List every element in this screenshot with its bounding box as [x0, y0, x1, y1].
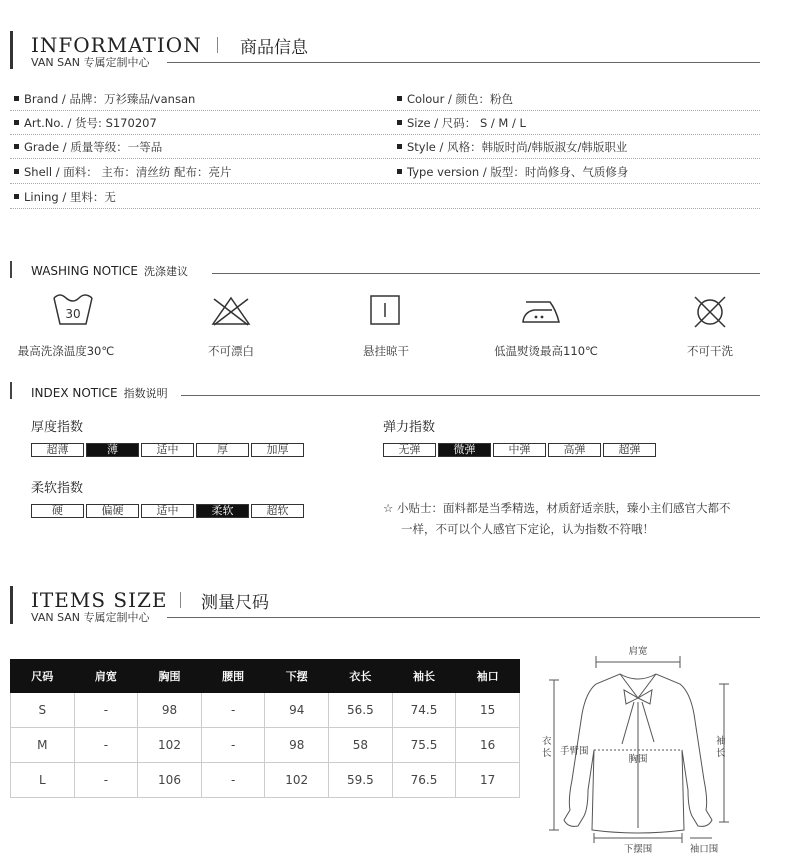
no-dry-clean-icon — [692, 295, 728, 329]
elasticity-option: 高弹 — [548, 443, 601, 457]
table-cell: 74.5 — [392, 693, 456, 728]
diagram-shoulder: 肩宽 — [628, 646, 648, 657]
table-cell: 75.5 — [392, 728, 456, 763]
elasticity-title: 弹力指数 — [383, 420, 436, 435]
softness-option: 柔软 — [196, 504, 249, 518]
thickness-option: 厚 — [196, 443, 249, 457]
table-row — [11, 728, 520, 763]
table-cell: 17 — [456, 763, 520, 798]
info-brand: Brand / 品牌：万衫臻品/vansan — [14, 91, 195, 107]
info-colour: Colour / 颜色：粉色 — [397, 91, 513, 107]
col-header: 衣长 — [329, 660, 393, 693]
wash-label-4: 低温熨烫最高110℃ — [494, 344, 598, 358]
table-cell: 16 — [456, 728, 520, 763]
table-row — [11, 763, 520, 798]
measurement-diagram — [538, 640, 758, 858]
softness-option: 适中 — [141, 504, 194, 518]
table-cell: 102 — [265, 763, 329, 798]
info-header-line — [167, 62, 760, 63]
iron-low-icon — [520, 296, 562, 326]
wash-label-2: 不可漂白 — [208, 344, 254, 358]
elasticity-option: 中弹 — [493, 443, 546, 457]
tip-line-1: ☆ 小贴士：面料都是当季精选，材质舒适亲肤，臻小主们感官大都不 — [383, 501, 731, 515]
elasticity-option: 超弹 — [603, 443, 656, 457]
table-cell: 94 — [265, 693, 329, 728]
elasticity-scale — [383, 443, 656, 457]
table-cell: 15 — [456, 693, 520, 728]
index-header-line — [181, 395, 760, 396]
size-title-en: ITEMS SIZE — [31, 588, 168, 612]
table-cell: - — [201, 728, 265, 763]
thickness-option: 超薄 — [31, 443, 84, 457]
table-cell: - — [74, 693, 138, 728]
info-size: Size / 尺码： S / M / L — [397, 115, 526, 131]
size-table — [10, 659, 520, 798]
info-grade: Grade / 质量等级：一等品 — [14, 139, 162, 155]
col-header: 胸围 — [138, 660, 202, 693]
diagram-cuff: 袖口围 — [689, 844, 719, 855]
tip-line-2: 一样，不可以个人感官下定论，认为指数不符哦！ — [401, 522, 654, 536]
diagram-sleeve-2: 长 — [716, 748, 726, 759]
info-artno: Art.No. / 货号: S170207 — [14, 115, 157, 131]
info-style: Style / 风格：韩版时尚/韩版淑女/韩版职业 — [397, 139, 627, 155]
info-header-bar — [10, 31, 13, 69]
info-lining: Lining / 里料：无 — [14, 189, 116, 205]
col-header: 尺码 — [11, 660, 75, 693]
washing-header-bar — [10, 261, 12, 278]
info-divider — [10, 183, 760, 184]
info-shell: Shell / 面料： 主布：清丝纺 配布：亮片 — [14, 164, 232, 180]
size-header-line — [167, 617, 760, 618]
index-tip — [383, 498, 730, 540]
thickness-option: 加厚 — [251, 443, 304, 457]
col-header: 肩宽 — [74, 660, 138, 693]
table-cell: 98 — [138, 693, 202, 728]
info-title-cn: 商品信息 — [240, 38, 308, 58]
diagram-hem: 下摆围 — [623, 844, 653, 855]
table-cell: 102 — [138, 728, 202, 763]
info-divider — [10, 208, 760, 209]
hang-dry-icon — [369, 294, 401, 326]
table-cell: M — [11, 728, 75, 763]
softness-option: 偏硬 — [86, 504, 139, 518]
size-header-bar — [10, 586, 13, 624]
index-title: INDEX NOTICE 指数说明 — [31, 386, 168, 400]
col-header: 袖口 — [456, 660, 520, 693]
table-cell: L — [11, 763, 75, 798]
washing-title: WASHING NOTICE 洗涤建议 — [31, 264, 188, 278]
diagram-length-2: 长 — [542, 748, 552, 759]
size-subtitle: VAN SAN 专属定制中心 — [31, 611, 150, 624]
elasticity-option: 微弹 — [438, 443, 491, 457]
wash-label-5: 不可干洗 — [687, 344, 733, 358]
info-title-separator — [217, 37, 218, 53]
info-type: Type version / 版型：时尚修身、气质修身 — [397, 164, 628, 180]
thickness-title: 厚度指数 — [31, 420, 84, 435]
table-cell: - — [74, 763, 138, 798]
table-cell: 98 — [265, 728, 329, 763]
size-title-separator — [180, 592, 181, 608]
table-cell: 76.5 — [392, 763, 456, 798]
softness-option: 硬 — [31, 504, 84, 518]
table-cell: - — [201, 763, 265, 798]
info-subtitle: VAN SAN 专属定制中心 — [31, 56, 150, 69]
wash-label-3: 悬挂晾干 — [363, 344, 409, 358]
thickness-option: 薄 — [86, 443, 139, 457]
table-cell: 106 — [138, 763, 202, 798]
info-title-en: INFORMATION — [31, 33, 202, 57]
table-cell: 58 — [329, 728, 393, 763]
thickness-option: 适中 — [141, 443, 194, 457]
diagram-chest: 胸围 — [628, 754, 648, 765]
softness-scale — [31, 504, 304, 518]
info-divider — [10, 134, 760, 135]
table-cell: 59.5 — [329, 763, 393, 798]
washing-header-line — [212, 273, 760, 274]
diagram-arm: 手臂围 — [560, 746, 589, 757]
table-cell: - — [201, 693, 265, 728]
wash-30-icon — [51, 292, 95, 328]
table-cell: 56.5 — [329, 693, 393, 728]
table-cell: S — [11, 693, 75, 728]
col-header: 下摆 — [265, 660, 329, 693]
wash-label-1: 最高洗涤温度30℃ — [17, 344, 115, 358]
size-table-header — [11, 660, 520, 693]
col-header: 袖长 — [392, 660, 456, 693]
info-divider — [10, 110, 760, 111]
softness-title: 柔软指数 — [31, 481, 84, 496]
table-row — [11, 693, 520, 728]
col-header: 腰围 — [201, 660, 265, 693]
elasticity-option: 无弹 — [383, 443, 436, 457]
index-header-bar — [10, 382, 12, 399]
no-bleach-icon — [210, 295, 252, 327]
softness-option: 超软 — [251, 504, 304, 518]
diagram-length-1: 衣 — [542, 736, 552, 747]
thickness-scale — [31, 443, 304, 457]
info-divider — [10, 158, 760, 159]
wash-temp: 30 — [65, 307, 81, 321]
diagram-sleeve-1: 袖 — [716, 736, 726, 747]
table-cell: - — [74, 728, 138, 763]
size-title-cn: 测量尺码 — [201, 593, 269, 613]
